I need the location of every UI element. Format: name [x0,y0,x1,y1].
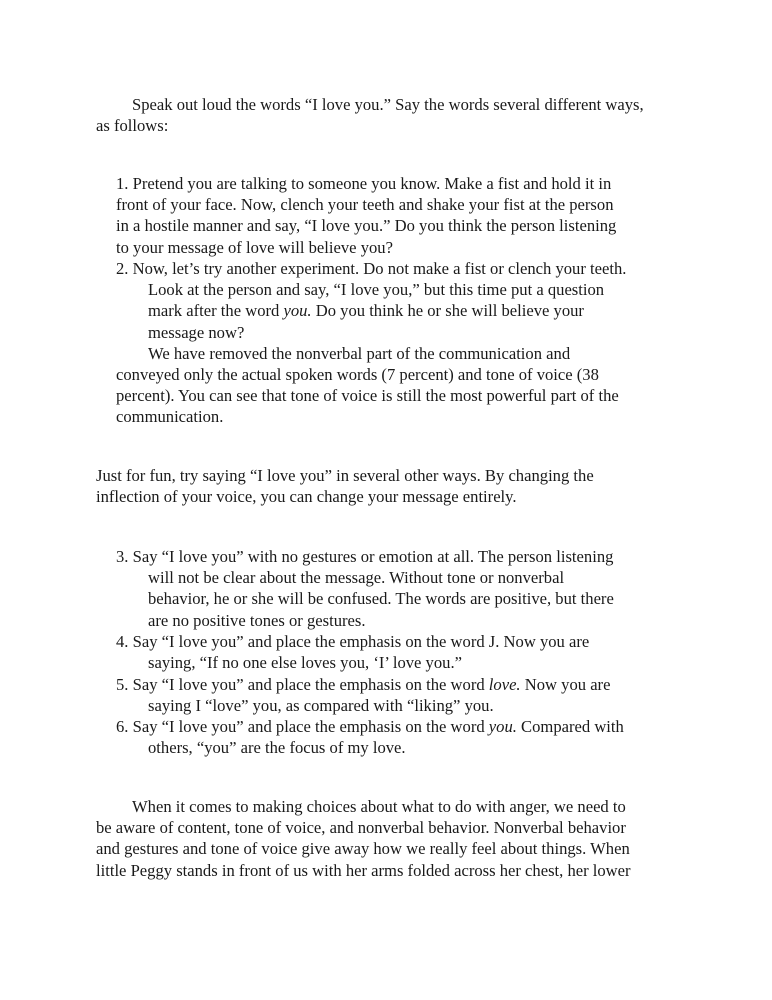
item3-line-1: 3. Say “I love you” with no gestures or emotion at all. The person listening [116,547,614,566]
list-item-5 [116,674,610,716]
list-item-2 [116,258,626,428]
item2-line-1: 2. Now, let’s try another experiment. Do not make a fist or clench your teeth. [116,259,627,278]
item5-line-1-text-a: 5. Say “I love you” and place the emphasis on the word [116,675,489,694]
anger-line-1: When it comes to making choices about what to do with anger, we need to [132,797,626,816]
item6-line-2: others, “you” are the focus of my love. [148,738,406,758]
item2-line-3-text-b: Do you think he or she will believe your [311,301,584,321]
item2-line-3 [116,300,626,321]
item5-line-1 [116,674,610,695]
item2-cont-line-3: percent). You can see that tone of voice is still the most powerful part of the [116,386,619,406]
anger-line-3: and gestures and tone of voice give away how we really feel about things. When [96,839,630,859]
item2-line-2: Look at the person and say, “I love you,” but this time put a question [148,280,605,300]
item3-line-4: are no positive tones or gestures. [148,610,366,630]
item6-line-1 [116,716,624,737]
item6-italic-word: you. [488,717,517,736]
item6-line-1-text-b: Compared with [516,717,624,736]
item2-cont-line-2: conveyed only the actual spoken words (7 percent) and tone of voice (38 [116,365,599,385]
fun-line-2: inflection of your voice, you can change your message entirely. [96,487,517,507]
item2-line-3-text-a: mark after the word [148,301,284,321]
list-item-4 [116,631,589,673]
anger-line-2: be aware of content, tone of voice, and nonverbal behavior. Nonverbal behavior [96,818,626,838]
item5-line-2: saying I “love” you, as compared with “liking” you. [148,696,494,716]
item2-line-4: message now? [148,322,245,342]
item2-italic-word: you. [283,301,312,321]
item2-cont-line-1: We have removed the nonverbal part of the communication and [148,343,571,363]
anger-line-4: little Peggy stands in front of us with her arms folded across her chest, her lower [96,860,631,880]
fun-line-1: Just for fun, try saying “I love you” in several other ways. By changing the [96,466,594,485]
item5-italic-word: love. [488,675,521,694]
item6-line-1-text-a: 6. Say “I love you” and place the emphasis on the word [116,717,489,736]
item1-line-2: front of your face. Now, clench your teeth and shake your fist at the person [116,195,614,215]
intro-line-2: as follows: [96,116,169,136]
list-item-3 [116,546,614,631]
item4-line-2: saying, “If no one else loves you, ‘I’ love you.” [148,653,462,673]
item3-line-3: behavior, he or she will be confused. The words are positive, but there [148,589,614,609]
item1-line-4: to your message of love will believe you? [116,237,393,257]
list-item-6 [116,716,624,758]
item4-line-1: 4. Say “I love you” and place the emphasis on the word J. Now you are [116,632,590,651]
intro-paragraph [96,94,644,136]
item1-line-1: 1. Pretend you are talking to someone you know. Make a fist and hold it in [116,174,612,193]
fun-paragraph [96,465,594,507]
item2-cont-line-4: communication. [116,407,224,427]
anger-paragraph [96,796,631,881]
intro-line-1: Speak out loud the words “I love you.” Say the words several different ways, [132,95,644,114]
item1-line-3: in a hostile manner and say, “I love you.” Do you think the person listening [116,216,617,236]
item3-line-2: will not be clear about the message. Without tone or nonverbal [148,568,565,588]
item5-line-1-text-b: Now you are [520,675,611,694]
list-item-1 [116,173,616,258]
